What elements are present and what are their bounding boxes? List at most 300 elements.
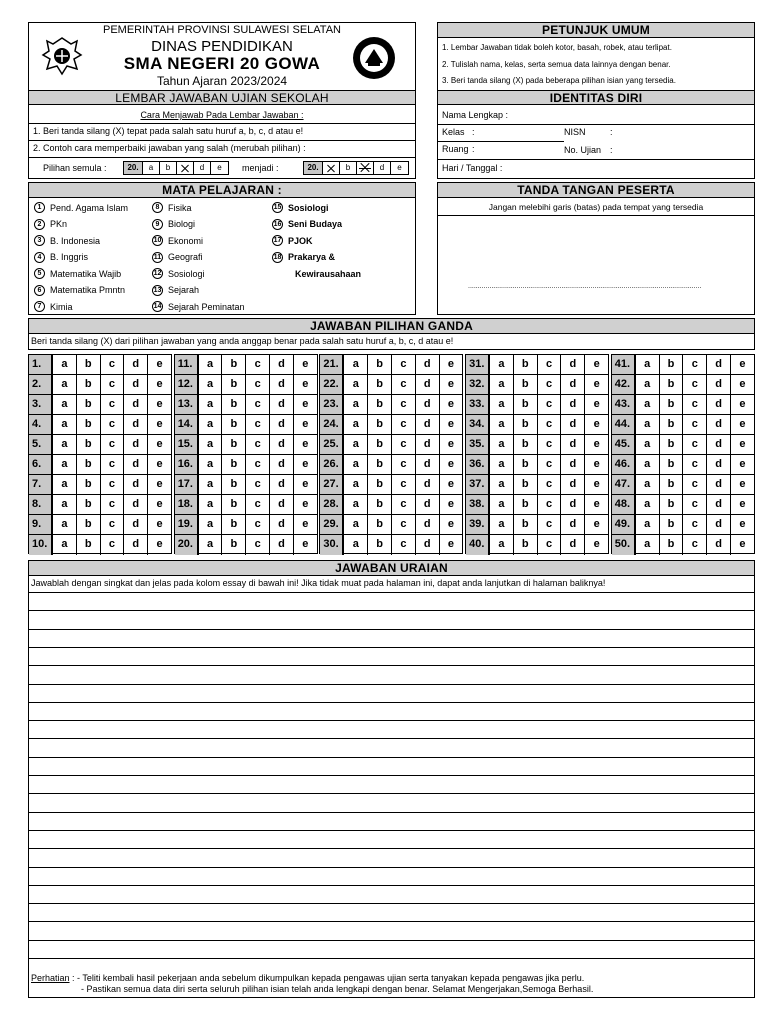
answer-option-a[interactable]: a [344, 415, 368, 434]
answer-option-e[interactable]: e [593, 398, 600, 410]
kelas-label[interactable]: Kelas [442, 127, 465, 137]
answer-option-e[interactable]: e [593, 478, 600, 490]
answer-option-b[interactable]: b [514, 495, 538, 514]
no-ujian-label[interactable]: No. Ujian [564, 145, 602, 155]
subject-16[interactable] [272, 219, 342, 230]
answer-option-e[interactable]: e [447, 398, 455, 410]
answer-option-c[interactable]: c [392, 415, 416, 434]
answer-option-c[interactable]: c [246, 375, 270, 394]
answer-option-d[interactable]: d [124, 535, 148, 555]
answer-option-e[interactable]: e [447, 538, 455, 550]
answer-option-e[interactable]: e [593, 538, 600, 550]
subject-8[interactable] [152, 202, 192, 213]
answer-option-b[interactable]: b [368, 435, 392, 454]
answer-option-b[interactable]: b [660, 355, 684, 374]
answer-option-c[interactable]: c [246, 415, 270, 434]
answer-option-c[interactable]: c [538, 435, 562, 454]
answer-option-c[interactable]: c [683, 455, 707, 474]
answer-option-c[interactable]: c [392, 375, 416, 394]
subject-18-cont[interactable]: Kewirausahaan [295, 269, 362, 279]
answer-option-b[interactable]: b [77, 535, 101, 555]
answer-option-a[interactable]: a [199, 475, 223, 494]
answer-option-a[interactable]: a [490, 515, 514, 534]
answer-option-a[interactable]: a [490, 375, 514, 394]
answer-option-e[interactable]: e [739, 538, 746, 550]
answer-option-d[interactable]: d [270, 495, 294, 514]
answer-option-c[interactable]: c [392, 435, 416, 454]
subject-13[interactable] [152, 285, 199, 296]
answer-option-a[interactable]: a [636, 355, 660, 374]
answer-option-e[interactable]: e [593, 438, 600, 450]
answer-option-b[interactable]: b [77, 355, 101, 374]
answer-option-b[interactable]: b [368, 375, 392, 394]
answer-option-c[interactable]: c [538, 375, 562, 394]
answer-option-d[interactable]: d [707, 395, 731, 414]
answer-option-b[interactable]: b [368, 535, 392, 555]
answer-option-e[interactable]: e [302, 398, 309, 410]
answer-option-b[interactable]: b [222, 415, 246, 434]
answer-option-b[interactable]: b [77, 395, 101, 414]
answer-option-b[interactable]: b [660, 495, 684, 514]
answer-option-a[interactable]: a [344, 535, 368, 555]
answer-option-e[interactable]: e [447, 378, 455, 390]
essay-line[interactable] [29, 885, 754, 886]
answer-option-c[interactable]: c [683, 515, 707, 534]
answer-option-c[interactable]: c [392, 495, 416, 514]
answer-option-d[interactable]: d [416, 415, 440, 434]
answer-option-d[interactable]: d [270, 375, 294, 394]
answer-option-e[interactable]: e [593, 378, 600, 390]
answer-option-a[interactable]: a [636, 535, 660, 555]
answer-option-e[interactable]: e [593, 418, 600, 430]
answer-option-e[interactable]: e [739, 438, 746, 450]
subject-12[interactable] [152, 268, 205, 279]
answer-option-b[interactable]: b [222, 515, 246, 534]
answer-option-a[interactable]: a [490, 435, 514, 454]
answer-option-e[interactable]: e [593, 458, 600, 470]
answer-option-c[interactable]: c [538, 415, 562, 434]
answer-option-b[interactable]: b [660, 475, 684, 494]
answer-option-c[interactable]: c [101, 515, 125, 534]
answer-option-a[interactable]: a [636, 375, 660, 394]
answer-option-c[interactable]: c [101, 355, 125, 374]
answer-option-c[interactable]: c [101, 415, 125, 434]
answer-option-d[interactable]: d [270, 475, 294, 494]
ruang-label[interactable]: Ruang [442, 144, 469, 154]
answer-option-a[interactable]: a [53, 435, 77, 454]
signature-area[interactable] [438, 216, 754, 314]
answer-option-a[interactable]: a [53, 515, 77, 534]
answer-option-d[interactable]: d [270, 355, 294, 374]
subject-11[interactable] [152, 252, 203, 263]
answer-option-e[interactable]: e [156, 518, 163, 530]
answer-option-d[interactable]: d [270, 415, 294, 434]
answer-option-c[interactable]: c [538, 535, 562, 555]
answer-option-b[interactable]: b [660, 515, 684, 534]
answer-option-a[interactable]: a [199, 395, 223, 414]
answer-option-e[interactable]: e [302, 518, 309, 530]
answer-option-d[interactable]: d [124, 375, 148, 394]
answer-option-e[interactable]: e [156, 358, 163, 370]
answer-option-e[interactable]: e [156, 538, 163, 550]
hari-tanggal-label[interactable]: Hari / Tanggal : [442, 163, 503, 173]
answer-option-a[interactable]: a [199, 455, 223, 474]
answer-option-d[interactable]: d [707, 435, 731, 454]
answer-option-b[interactable]: b [368, 355, 392, 374]
answer-option-a[interactable]: a [199, 535, 223, 555]
answer-option-a[interactable]: a [636, 515, 660, 534]
answer-option-d[interactable]: d [561, 515, 585, 534]
answer-option-c[interactable]: c [538, 495, 562, 514]
answer-option-a[interactable]: a [199, 495, 223, 514]
answer-option-a[interactable]: a [53, 475, 77, 494]
answer-option-d[interactable]: d [124, 515, 148, 534]
subject-5[interactable] [34, 268, 121, 279]
answer-option-a[interactable]: a [344, 355, 368, 374]
answer-option-d[interactable]: d [561, 375, 585, 394]
answer-option-e[interactable]: e [156, 478, 163, 490]
answer-option-b[interactable]: b [77, 435, 101, 454]
answer-option-d[interactable]: d [707, 515, 731, 534]
nisn-colon: : [610, 127, 613, 137]
answer-option-e[interactable]: e [156, 418, 163, 430]
nama-label[interactable]: Nama Lengkap : [442, 110, 509, 120]
essay-line[interactable] [29, 647, 754, 648]
answer-option-e[interactable]: e [447, 518, 455, 530]
essay-line[interactable] [29, 684, 754, 685]
answer-option-c[interactable]: c [683, 435, 707, 454]
answer-option-b[interactable]: b [77, 375, 101, 394]
answer-option-a[interactable]: a [490, 535, 514, 555]
answer-option-e[interactable]: e [739, 498, 746, 510]
answer-option-a[interactable]: a [490, 495, 514, 514]
answer-option-b[interactable]: b [514, 435, 538, 454]
answer-option-d[interactable]: d [416, 435, 440, 454]
answer-option-c[interactable]: c [683, 495, 707, 514]
answer-option-d[interactable]: d [561, 475, 585, 494]
essay-line[interactable] [29, 592, 754, 593]
answer-option-b[interactable]: b [222, 435, 246, 454]
subject-9[interactable] [152, 219, 195, 230]
answer-option-b[interactable]: b [514, 535, 538, 555]
answer-option-d[interactable]: d [416, 515, 440, 534]
answer-option-a[interactable]: a [344, 515, 368, 534]
answer-option-c[interactable]: c [392, 455, 416, 474]
answer-option-a[interactable]: a [636, 475, 660, 494]
answer-option-a[interactable]: a [636, 415, 660, 434]
answer-option-d[interactable]: d [561, 455, 585, 474]
essay-line[interactable] [29, 848, 754, 849]
answer-option-d[interactable]: d [124, 395, 148, 414]
answer-option-d[interactable]: d [124, 455, 148, 474]
answer-option-a[interactable]: a [53, 375, 77, 394]
answer-option-b[interactable]: b [368, 415, 392, 434]
answer-option-b[interactable]: b [222, 495, 246, 514]
answer-option-b[interactable]: b [514, 455, 538, 474]
answer-option-c[interactable]: c [246, 455, 270, 474]
answer-row-6 [29, 455, 171, 475]
answer-option-b[interactable]: b [222, 355, 246, 374]
essay-line[interactable] [29, 903, 754, 904]
answer-option-d[interactable]: d [707, 375, 731, 394]
essay-line[interactable] [29, 775, 754, 776]
answer-option-c[interactable]: c [538, 455, 562, 474]
answer-option-d[interactable]: d [416, 535, 440, 555]
answer-option-e[interactable]: e [302, 438, 309, 450]
answer-option-b[interactable]: b [222, 375, 246, 394]
answer-option-a[interactable]: a [53, 395, 77, 414]
essay-line[interactable] [29, 958, 754, 959]
answer-option-d[interactable]: d [416, 455, 440, 474]
answer-option-d[interactable]: d [270, 435, 294, 454]
answer-option-c[interactable]: c [683, 395, 707, 414]
answer-option-b[interactable]: b [368, 395, 392, 414]
answer-option-b[interactable]: b [660, 375, 684, 394]
answer-option-d[interactable]: d [124, 475, 148, 494]
answer-option-c[interactable]: c [246, 495, 270, 514]
answer-option-c[interactable]: c [392, 355, 416, 374]
subject-1[interactable] [34, 202, 128, 213]
answer-option-b[interactable]: b [368, 475, 392, 494]
answer-option-b[interactable]: b [514, 375, 538, 394]
essay-line[interactable] [29, 812, 754, 813]
answer-option-b[interactable]: b [514, 395, 538, 414]
subject-7[interactable] [34, 301, 73, 312]
answer-option-e[interactable]: e [447, 498, 455, 510]
essay-line[interactable] [29, 921, 754, 922]
answer-option-a[interactable]: a [199, 435, 223, 454]
answer-option-d[interactable]: d [416, 475, 440, 494]
answer-option-a[interactable]: a [636, 395, 660, 414]
answer-option-e[interactable]: e [739, 478, 746, 490]
answer-option-d[interactable]: d [124, 435, 148, 454]
answer-option-a[interactable]: a [490, 455, 514, 474]
answer-option-e[interactable]: e [739, 418, 746, 430]
answer-option-a[interactable]: a [199, 375, 223, 394]
answer-option-c[interactable]: c [683, 415, 707, 434]
answer-option-d[interactable]: d [416, 355, 440, 374]
answer-option-d[interactable]: d [270, 455, 294, 474]
answer-option-b[interactable]: b [222, 535, 246, 555]
answer-option-e[interactable]: e [302, 498, 309, 510]
essay-line[interactable] [29, 738, 754, 739]
answer-option-c[interactable]: c [246, 355, 270, 374]
answer-option-e[interactable]: e [593, 358, 600, 370]
answer-option-c[interactable]: c [392, 395, 416, 414]
answer-option-d[interactable]: d [124, 415, 148, 434]
answer-option-c[interactable]: c [246, 475, 270, 494]
subject-14[interactable] [152, 301, 245, 312]
answer-option-c[interactable]: c [538, 475, 562, 494]
answer-option-b[interactable]: b [660, 455, 684, 474]
answer-option-e[interactable]: e [447, 478, 455, 490]
nisn-label[interactable]: NISN [564, 127, 586, 137]
answer-option-a[interactable]: a [53, 355, 77, 374]
answer-option-a[interactable]: a [344, 495, 368, 514]
answer-option-b[interactable]: b [660, 415, 684, 434]
answer-option-d[interactable]: d [270, 535, 294, 555]
answer-option-e[interactable]: e [447, 418, 455, 430]
essay-line[interactable] [29, 793, 754, 794]
answer-option-d[interactable]: d [561, 395, 585, 414]
answer-option-e[interactable]: e [302, 358, 309, 370]
answer-option-c[interactable]: c [101, 375, 125, 394]
answer-option-b[interactable]: b [77, 415, 101, 434]
answer-option-c[interactable]: c [101, 475, 125, 494]
answer-option-a[interactable]: a [490, 475, 514, 494]
answer-option-c[interactable]: c [101, 455, 125, 474]
answer-option-d[interactable]: d [707, 415, 731, 434]
answer-option-b[interactable]: b [368, 495, 392, 514]
answer-option-c[interactable]: c [246, 515, 270, 534]
answer-option-a[interactable]: a [490, 355, 514, 374]
answer-option-c[interactable]: c [101, 435, 125, 454]
answer-option-a[interactable]: a [199, 515, 223, 534]
answer-option-d[interactable]: d [124, 495, 148, 514]
answer-option-c[interactable]: c [246, 395, 270, 414]
essay-line[interactable] [29, 830, 754, 831]
essay-line[interactable] [29, 757, 754, 758]
answer-option-b[interactable]: b [222, 455, 246, 474]
answer-option-a[interactable]: a [344, 375, 368, 394]
answer-option-d[interactable]: d [561, 435, 585, 454]
answer-option-c[interactable]: c [101, 535, 125, 555]
answer-option-e[interactable]: e [302, 378, 309, 390]
answer-option-b[interactable]: b [222, 395, 246, 414]
essay-line[interactable] [29, 629, 754, 630]
answer-option-c[interactable]: c [683, 375, 707, 394]
answer-option-c[interactable]: c [538, 395, 562, 414]
answer-option-d[interactable]: d [707, 355, 731, 374]
subject-2[interactable] [34, 219, 67, 230]
answer-option-c[interactable]: c [246, 435, 270, 454]
answer-option-e[interactable]: e [156, 398, 163, 410]
answer-option-e[interactable]: e [739, 378, 746, 390]
example-opt-d: d [374, 162, 391, 174]
answer-option-b[interactable]: b [77, 515, 101, 534]
answer-option-c[interactable]: c [683, 535, 707, 555]
answer-option-a[interactable]: a [490, 395, 514, 414]
answer-option-e[interactable]: e [302, 418, 309, 430]
answer-option-a[interactable]: a [53, 455, 77, 474]
answer-option-e[interactable]: e [739, 518, 746, 530]
answer-option-e[interactable]: e [739, 458, 746, 470]
answer-option-d[interactable]: d [270, 515, 294, 534]
answer-option-a[interactable]: a [199, 355, 223, 374]
answer-option-b[interactable]: b [368, 455, 392, 474]
answer-option-d[interactable]: d [270, 395, 294, 414]
answer-option-d[interactable]: d [707, 475, 731, 494]
answer-option-a[interactable]: a [344, 455, 368, 474]
answer-option-e[interactable]: e [156, 378, 163, 390]
answer-option-e[interactable]: e [302, 458, 309, 470]
answer-option-d[interactable]: d [416, 495, 440, 514]
answer-option-c[interactable]: c [392, 535, 416, 555]
answer-option-e[interactable]: e [156, 498, 163, 510]
answer-option-e[interactable]: e [739, 358, 746, 370]
answer-option-c[interactable]: c [538, 355, 562, 374]
answer-option-c[interactable]: c [101, 495, 125, 514]
answer-option-a[interactable]: a [53, 415, 77, 434]
answer-option-b[interactable]: b [660, 435, 684, 454]
answer-option-c[interactable]: c [101, 395, 125, 414]
answer-option-e[interactable]: e [593, 498, 600, 510]
answer-option-b[interactable]: b [660, 535, 684, 555]
answer-option-c[interactable]: c [683, 475, 707, 494]
answer-option-b[interactable]: b [514, 355, 538, 374]
answer-option-e[interactable]: e [156, 438, 163, 450]
essay-line[interactable] [29, 610, 754, 611]
answer-option-e[interactable]: e [447, 438, 455, 450]
answer-option-c[interactable]: c [392, 515, 416, 534]
answer-option-e[interactable]: e [593, 518, 600, 530]
answer-option-a[interactable]: a [636, 435, 660, 454]
answer-option-a[interactable]: a [636, 455, 660, 474]
answer-option-e[interactable]: e [447, 358, 455, 370]
answer-option-a[interactable]: a [199, 415, 223, 434]
answer-option-b[interactable]: b [77, 475, 101, 494]
answer-option-b[interactable]: b [514, 415, 538, 434]
answer-option-a[interactable]: a [344, 475, 368, 494]
answer-option-d[interactable]: d [707, 535, 731, 555]
subject-15[interactable] [272, 202, 329, 213]
answer-option-e[interactable]: e [156, 458, 163, 470]
subject-4[interactable] [34, 252, 88, 263]
answer-option-b[interactable]: b [77, 495, 101, 514]
answer-option-b[interactable]: b [514, 515, 538, 534]
answer-option-d[interactable]: d [416, 375, 440, 394]
essay-line[interactable] [29, 702, 754, 703]
answer-option-a[interactable]: a [344, 395, 368, 414]
answer-option-e[interactable]: e [739, 398, 746, 410]
answer-option-d[interactable]: d [561, 535, 585, 555]
answer-option-a[interactable]: a [636, 495, 660, 514]
answer-option-d[interactable]: d [124, 355, 148, 374]
answer-option-b[interactable]: b [222, 475, 246, 494]
answer-option-d[interactable]: d [561, 495, 585, 514]
subject-18[interactable] [272, 252, 335, 263]
answer-option-a[interactable]: a [490, 415, 514, 434]
subject-17[interactable] [272, 235, 313, 246]
answer-option-e[interactable]: e [447, 458, 455, 470]
answer-option-b[interactable]: b [514, 475, 538, 494]
answer-option-d[interactable]: d [561, 355, 585, 374]
subject-3[interactable] [34, 235, 100, 246]
answer-option-c[interactable]: c [538, 515, 562, 534]
answer-option-a[interactable]: a [53, 535, 77, 555]
essay-line[interactable] [29, 867, 754, 868]
essay-line[interactable] [29, 940, 754, 941]
answer-option-e[interactable]: e [302, 478, 309, 490]
answer-option-e[interactable]: e [302, 538, 309, 550]
subject-6[interactable] [34, 285, 125, 296]
answer-option-d[interactable]: d [561, 415, 585, 434]
answer-option-d[interactable]: d [707, 495, 731, 514]
answer-option-d[interactable]: d [416, 395, 440, 414]
answer-option-c[interactable]: c [683, 355, 707, 374]
essay-line[interactable] [29, 720, 754, 721]
answer-option-a[interactable]: a [344, 435, 368, 454]
answer-option-b[interactable]: b [660, 395, 684, 414]
answer-option-b[interactable]: b [368, 515, 392, 534]
answer-option-d[interactable]: d [707, 455, 731, 474]
subject-10[interactable] [152, 235, 203, 246]
answer-option-a[interactable]: a [53, 495, 77, 514]
answer-option-c[interactable]: c [392, 475, 416, 494]
essay-line[interactable] [29, 665, 754, 666]
answer-option-b[interactable]: b [77, 455, 101, 474]
answer-option-c[interactable]: c [246, 535, 270, 555]
